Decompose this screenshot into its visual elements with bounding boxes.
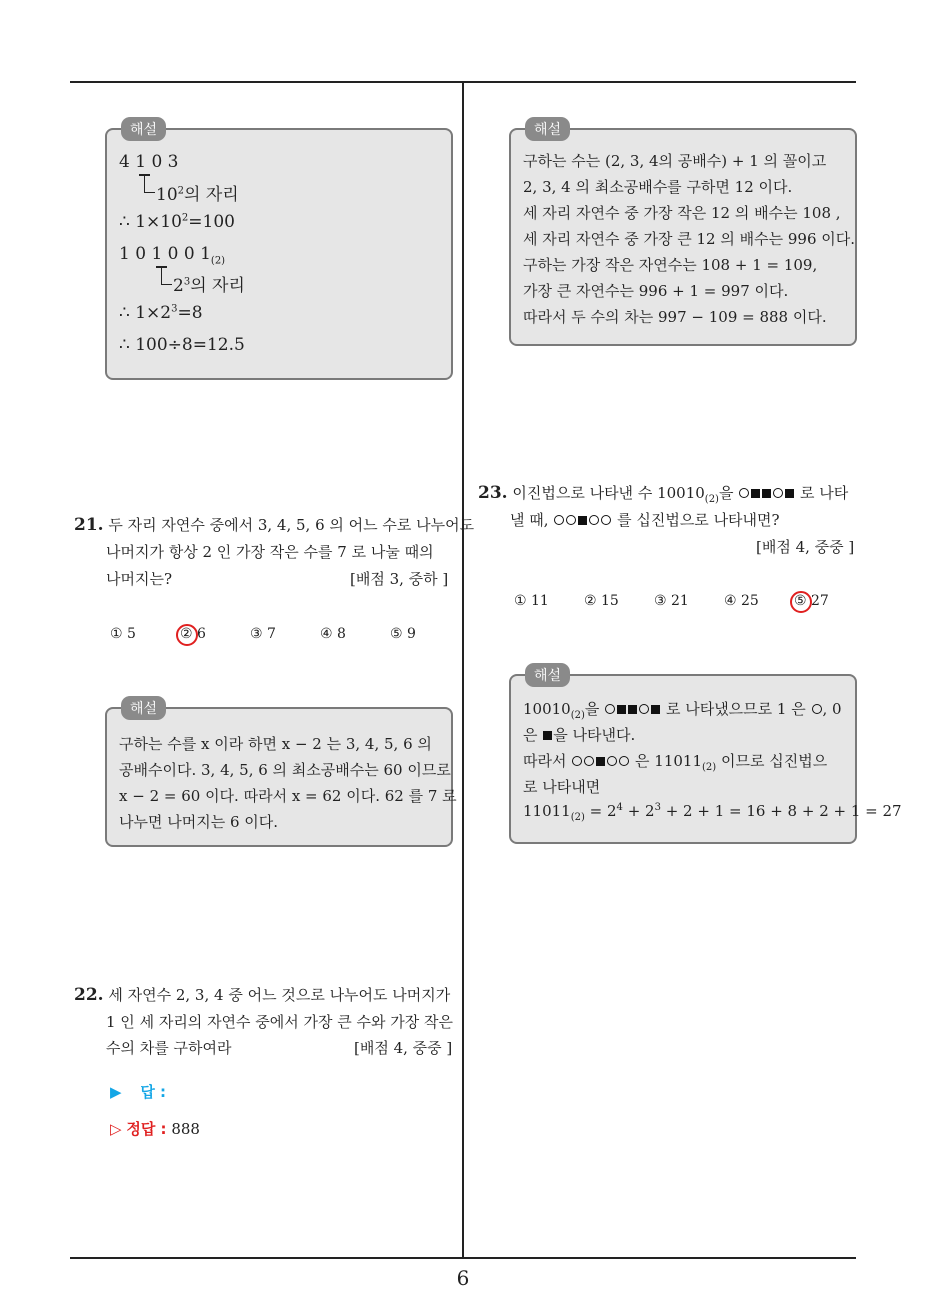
choice-1[interactable]: ① 11 — [514, 593, 549, 609]
box1-line-1: 4 1 0 3 — [119, 152, 179, 172]
answer-row — [110, 1081, 166, 1102]
choice-4[interactable]: ④ 25 — [724, 593, 759, 609]
sol22-line-6: 가장 큰 자연수는 996 + 1 = 997 이다. — [523, 282, 789, 300]
sol22-line-4: 세 자리 자연수 중 가장 큰 12 의 배수는 996 이다. — [523, 230, 856, 248]
sol23-line-5: $11011_{(2)} = 2^4 + 2^3 + 2 + 1 = 16 + 8 + 2 + 1 = 27$ — [523, 802, 902, 823]
solution-tag: 해설 — [121, 696, 166, 720]
bracket-2 — [161, 268, 172, 285]
question-number: 22. — [74, 985, 104, 1005]
answer-arrow-icon: ▶ — [110, 1083, 122, 1101]
choice-3[interactable]: ③ 7 — [250, 626, 276, 642]
choice-3[interactable]: ③ 21 — [654, 593, 689, 609]
choice-1[interactable]: ① 5 — [110, 626, 136, 642]
q23-line-1: 23. 이진법으로 나타낸 수 $10010_{(2)}$을 로 나타 — [478, 483, 849, 505]
correct-answer-value: 888 — [171, 1120, 200, 1138]
box1-line-7: ∴ 100÷8=12.5 — [119, 335, 245, 355]
q22-line-2: 1 인 세 자리의 자연수 중에서 가장 큰 수와 가장 작은 — [106, 1013, 454, 1031]
q22-line-1: 22. 세 자연수 2, 3, 4 중 어느 것으로 나누어도 나머지가 — [74, 985, 451, 1005]
box1-line-3: ∴ $1\times 10^2=100$ — [119, 212, 235, 232]
sol21-line-3: x − 2 = 60 이다. 따라서 x = 62 이다. 62 를 7 로 — [119, 787, 457, 805]
correct-answer-label: 정답 : — [126, 1120, 167, 1138]
question-number: 23. — [478, 483, 508, 503]
box1-line-4: 1 0 1 0 0 $1_{(2)}$ — [119, 244, 226, 267]
symbol-pattern — [604, 700, 661, 718]
page-number: 6 — [456, 1266, 470, 1290]
circle-symbol — [812, 704, 822, 714]
solution-tag: 해설 — [525, 663, 570, 687]
column-divider — [462, 83, 464, 1259]
bottom-rule — [70, 1257, 856, 1259]
choice-2[interactable]: ② 6 — [180, 626, 206, 642]
answer-label: 답 : — [140, 1083, 167, 1101]
choice-2[interactable]: ② 15 — [584, 593, 619, 609]
selected-answer-mark — [176, 624, 198, 646]
solution-box-1 — [105, 122, 453, 380]
symbol-pattern — [738, 484, 795, 502]
square-symbol — [543, 731, 552, 740]
q22-meta: [배점 4, 중중 ] — [354, 1039, 453, 1057]
symbol-pattern — [571, 752, 630, 770]
sol22-line-3: 세 자리 자연수 중 가장 작은 12 의 배수는 108 , — [523, 204, 841, 222]
sol22-line-1: 구하는 수는 (2, 3, 4의 공배수) + 1 의 꼴이고 — [523, 152, 827, 170]
selected-answer-mark — [790, 591, 812, 613]
solution-tag: 해설 — [121, 117, 166, 141]
box1-line-6: ∴ $1\times 2^3=8$ — [119, 303, 203, 323]
sol23-line-4: 로 나타내면 — [523, 778, 601, 796]
q23-line-2: 낼 때, 를 십진법으로 나타내면? — [510, 511, 780, 529]
sol21-line-1: 구하는 수를 x 이라 하면 x − 2 는 3, 4, 5, 6 의 — [119, 735, 432, 753]
bracket-1 — [144, 176, 155, 193]
choice-5[interactable]: ⑤ 9 — [390, 626, 416, 642]
solution-tag: 해설 — [525, 117, 570, 141]
solution-box-23 — [509, 668, 902, 844]
sol22-line-5: 구하는 가장 작은 자연수는 108 + 1 = 109, — [523, 256, 818, 274]
choice-4[interactable]: ④ 8 — [320, 626, 346, 642]
q21-line-3: 나머지는? — [106, 570, 173, 588]
sol22-line-2: 2, 3, 4 의 최소공배수를 구하면 12 이다. — [523, 178, 793, 196]
solution-box-22 — [509, 122, 857, 346]
correct-arrow-icon: ▷ — [110, 1120, 122, 1138]
sol23-line-1: $10010_{(2)}$을 로 나타냈으므로 1 은 , 0 — [523, 700, 842, 721]
sol22-line-7: 따라서 두 수의 차는 997 − 109 = 888 이다. — [523, 308, 827, 326]
sol21-line-4: 나누면 나머지는 6 이다. — [119, 813, 279, 831]
choice-5[interactable]: ⑤ 27 — [794, 593, 829, 609]
q21-line-2: 나머지가 항상 2 인 가장 작은 수를 7 로 나눌 때의 — [106, 543, 434, 561]
box1-line-2: $10^2$의 자리 — [156, 185, 239, 205]
q21-line-1: 21. 두 자리 자연수 중에서 3, 4, 5, 6 의 어느 수로 나누어도 — [74, 515, 475, 535]
symbol-pattern — [553, 511, 612, 529]
q23-meta: [배점 4, 중중 ] — [756, 538, 855, 556]
correct-answer-row — [110, 1118, 200, 1139]
sol21-line-2: 공배수이다. 3, 4, 5, 6 의 최소공배수는 60 이므로 — [119, 761, 451, 779]
sol23-line-3: 따라서 은 $11011_{(2)}$ 이므로 십진법으 — [523, 752, 828, 773]
q21-meta: [배점 3, 중하 ] — [350, 570, 449, 588]
sol23-line-2: 은 을 나타낸다. — [523, 726, 636, 744]
question-number: 21. — [74, 515, 104, 535]
box1-line-5: $2^3$의 자리 — [173, 276, 245, 296]
solution-box-21 — [105, 701, 457, 847]
q22-line-3: 수의 차를 구하여라 — [106, 1039, 232, 1057]
